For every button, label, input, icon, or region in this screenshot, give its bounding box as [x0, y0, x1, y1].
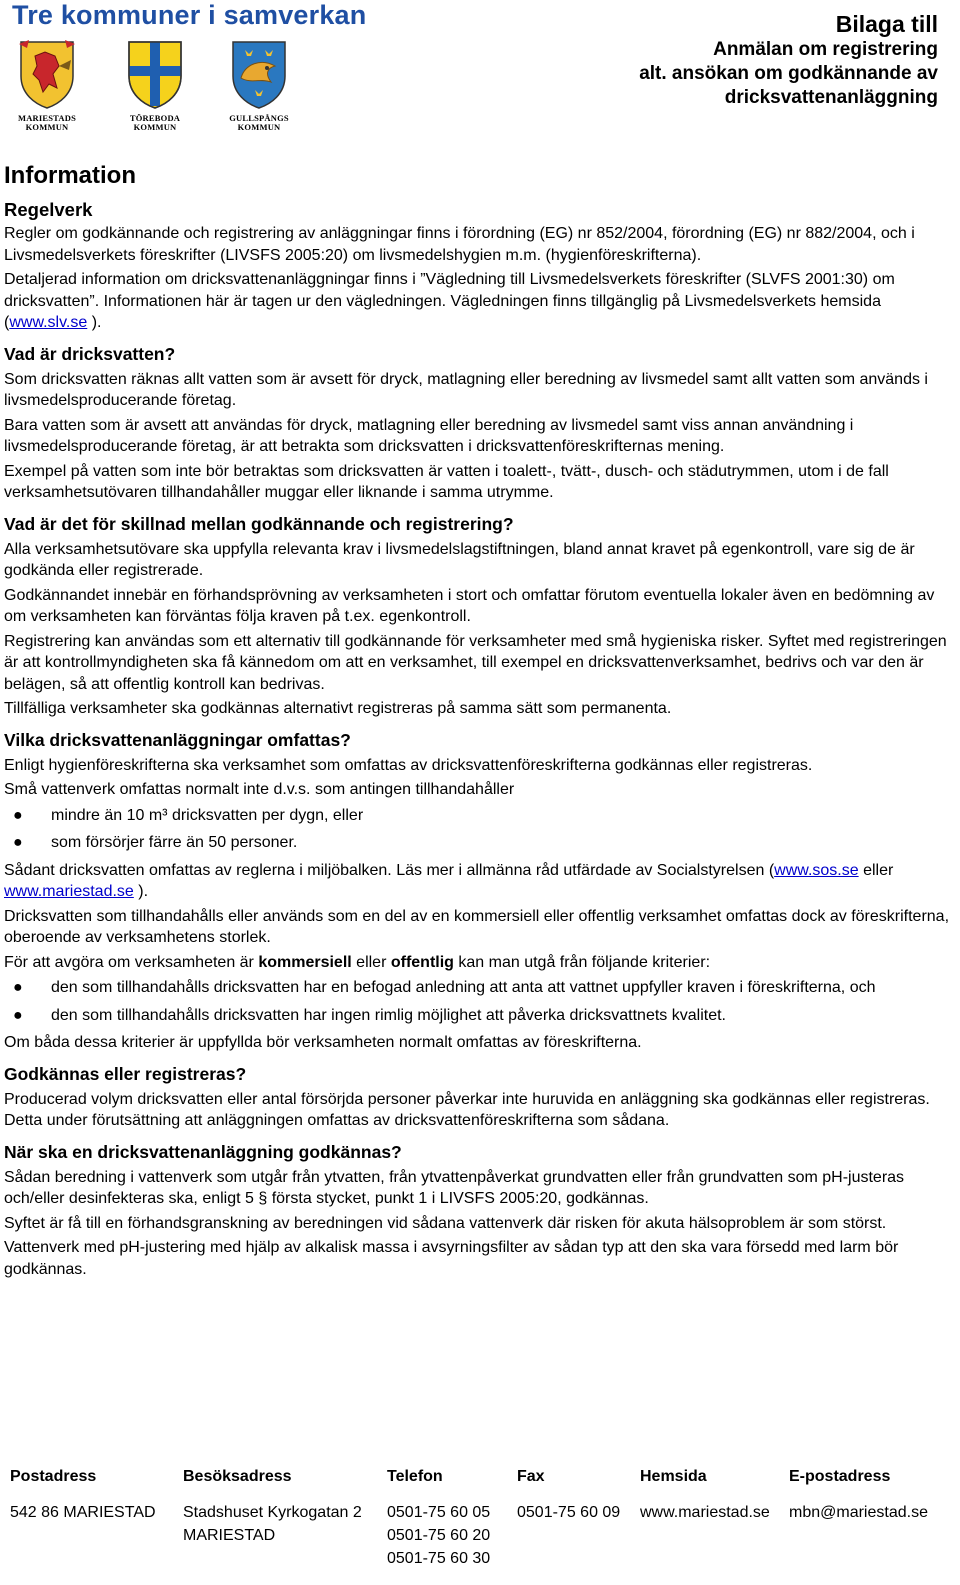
list-item-text: som försörjer färre än 50 personer.: [51, 834, 298, 851]
bullet-icon: ●: [13, 1006, 23, 1024]
logo-caption: MARIESTADS: [17, 113, 77, 123]
paragraph-text: För att avgöra om verksamheten är: [4, 953, 259, 971]
footer-besoksadress: [183, 1466, 362, 1547]
list-item: [4, 977, 950, 999]
footer-postadress: [10, 1466, 156, 1524]
paragraph: Sådan beredning i vattenverk som utgår från ytvatten, från ytvattenpåverkat grundvatten eller från grundvatten som pH-justeras och/eller desinfekteras ska, enligt 5 § första stycket, punkt 1 i LIVSFS 2005:20, godkännas.: [4, 1168, 905, 1207]
paragraph-text: ).: [87, 314, 102, 331]
list-item: [4, 805, 950, 827]
toreboda-logo: [120, 38, 190, 132]
section-heading: Vad är dricksvatten?: [4, 343, 176, 364]
footer-value: MARIESTAD: [183, 1527, 276, 1544]
footer-value: 542 86 MARIESTAD: [10, 1504, 156, 1521]
footer-value: Stadshuset Kyrkogatan 2: [183, 1504, 362, 1521]
bullet-icon: ●: [13, 834, 23, 851]
paragraph: Syftet är få till en förhandsgranskning av beredningen vid sådana vattenverk där risken för akuta hälsoproblem är som störst.: [4, 1214, 887, 1232]
paragraph: Exempel på vatten som inte bör betraktas som dricksvatten är vatten i toalett-, tvätt-, dusch- och städutrymmen, utom i de fall verksamhetsutövaren tillhandahåller muggar eller liknande i samma utrymme.: [4, 462, 889, 501]
footer-value: 0501-75 60 20: [387, 1527, 491, 1544]
document-header: [639, 10, 938, 110]
footer-value: 0501-75 60 05: [387, 1504, 491, 1521]
paragraph: Producerad volym dricksvatten eller antal försörjda personer påverkar inte huruvida en anläggning ska godkännas eller registreras. Detta under förutsättning att anläggningen omfattas av dricksvattenföreskrifterna som sådana.: [4, 1090, 930, 1129]
paragraph: [4, 860, 950, 903]
bullet-list: [4, 805, 950, 854]
toreboda-coat-of-arms-icon: [123, 38, 187, 110]
paragraph-text: Sådant dricksvatten omfattas av reglerna i miljöbalken. Läs mer i allmänna råd utfärdade av Socialstyrelsen (: [4, 861, 775, 879]
logo-caption: KOMMUN: [237, 122, 281, 132]
mariestad-coat-of-arms-icon: [15, 38, 79, 110]
paragraph: Vattenverk med pH-justering med hjälp av alkalisk massa i avsyrningsfilter av sådan typ att den ska vara försedd med larm bör godkännas.: [4, 1239, 899, 1278]
document-title-line: dricksvattenanläggning: [724, 87, 938, 108]
paragraph: Tillfälliga verksamheter ska godkännas alternativt registreras på samma sätt som permanenta.: [4, 700, 672, 717]
paragraph: [4, 952, 950, 974]
footer-epost: [789, 1466, 928, 1524]
gullspang-coat-of-arms-icon: [227, 38, 291, 110]
paragraph: Enligt hygienföreskrifterna ska verksamhet som omfattas av dricksvattenföreskrifterna godkännas eller registreras.: [4, 756, 813, 774]
document-title-line: alt. ansökan om godkännande av: [639, 63, 938, 84]
footer-value: www.mariestad.se: [640, 1504, 770, 1521]
logo-caption: KOMMUN: [25, 122, 69, 132]
list-item: [4, 832, 950, 854]
paragraph: [4, 269, 950, 334]
logo-caption: GULLSPÅNGS: [229, 113, 289, 123]
gullspang-logo: [224, 38, 294, 132]
footer-hemsida: [640, 1466, 770, 1524]
paragraph: Registrering kan användas som ett alternativ till godkännande för verksamheter med små hygieniska risker. Syftet med registreringen är att kontrollmyndigheten ska få kännedom om att en verksamhet, till exempel en dricksvattenverksamhet, bedrivs och var den är belägen, så att offentlig kontroll kan bedrivas.: [4, 632, 947, 693]
logo-caption: KOMMUN: [133, 122, 177, 132]
list-item-text: den som tillhandahålls dricksvatten har ingen rimlig möjlighet att påverka dricksvattnets kvalitet.: [51, 1006, 726, 1024]
section-heading: Vilka dricksvattenanläggningar omfattas?: [4, 729, 351, 750]
paragraph-text: eller: [858, 861, 894, 879]
information-content: [4, 160, 950, 1283]
footer-telefon: [387, 1466, 490, 1570]
list-item: [4, 1005, 950, 1027]
footer-label: Postadress: [10, 1468, 97, 1485]
paragraph: Alla verksamhetsutövare ska uppfylla relevanta krav i livsmedelslagstiftningen, bland annat kravet på egenkontroll, vare sig de är godkända eller registrerade.: [4, 540, 915, 579]
bold-term: kommersiell: [258, 953, 352, 971]
mariestad-logo: [12, 38, 82, 132]
section-heading: Vad är det för skillnad mellan godkännande och registrering?: [4, 513, 514, 534]
paragraph: Dricksvatten som tillhandahålls eller används som en del av en kommersiell eller offentlig verksamhet omfattas dock av föreskrifterna, oberoende av verksamhetens storlek.: [4, 907, 950, 946]
document-title-line: Anmälan om registrering: [713, 39, 938, 60]
bullet-icon: ●: [13, 806, 23, 824]
organization-title: Tre kommuner i samverkan: [12, 0, 367, 30]
attachment-label: Bilaga till: [835, 11, 938, 37]
bullet-icon: ●: [13, 979, 23, 996]
paragraph: Godkännandet innebär en förhandsprövning av verksamheten i stort och omfattar förutom eventuella lokaler även en bedömning av om verksamheten kan förväntas följa kraven på t.ex. egenkontroll.: [4, 586, 935, 625]
mariestad-link[interactable]: www.mariestad.se: [4, 883, 134, 900]
paragraph: Bara vatten som är avsett att användas för dryck, matlagning eller beredning av livsmedel samt viss annan användning i livsmedelsproducerande företag, är att betrakta som dricksvatten i dricksvattenföreskrifternas mening.: [4, 416, 854, 455]
footer-value: 0501-75 60 30: [387, 1550, 491, 1567]
footer-fax: [517, 1466, 620, 1524]
section-heading: Godkännas eller registreras?: [4, 1063, 247, 1084]
footer-value: 0501-75 60 09: [517, 1504, 621, 1521]
paragraph: Små vattenverk omfattas normalt inte d.v.s. som antingen tillhandahåller: [4, 781, 515, 798]
section-heading: När ska en dricksvattenanläggning godkännas?: [4, 1141, 402, 1162]
slv-link[interactable]: www.slv.se: [9, 314, 88, 331]
paragraph: Om båda dessa kriterier är uppfyllda bör verksamheten normalt omfattas av föreskrifterna.: [4, 1034, 642, 1051]
footer-label: Hemsida: [640, 1468, 707, 1485]
footer-label: Besöksadress: [183, 1468, 292, 1485]
paragraph-text: ).: [133, 883, 149, 900]
sos-link[interactable]: www.sos.se: [774, 861, 859, 879]
bullet-list: [4, 977, 950, 1026]
paragraph: Som dricksvatten räknas allt vatten som är avsett för dryck, matlagning eller beredning av livsmedel samt allt vatten som används i livsmedelsproducerande företag.: [4, 370, 928, 409]
bold-term: offentlig: [390, 953, 454, 971]
logo-caption: TÖREBODA: [129, 113, 181, 123]
paragraph-text: kan man utgå från följande kriterier:: [453, 953, 711, 971]
paragraph-text: Detaljerad information om dricksvattenanläggningar finns i ”Vägledning till Livsmedelsverkets föreskrifter (SLVFS 2001:30) om dricksvatten”. Informationen här är tagen ur den vägledningen. Vägledningen finns tillgänglig på Livsmedelsverkets hemsida (: [4, 271, 895, 331]
footer-value: mbn@mariestad.se: [789, 1504, 928, 1521]
footer-label: E-postadress: [789, 1468, 891, 1485]
page-title: Information: [4, 162, 136, 189]
paragraph: Regler om godkännande och registrering av anläggningar finns i förordning (EG) nr 852/2004, förordning (EG) nr 882/2004, och i Livsmedelsverkets föreskrifter (LIVSFS 2005:20) om livsmedelshygien m.m. (hygienföreskrifterna).: [4, 225, 915, 264]
footer-label: Fax: [517, 1468, 545, 1485]
list-item-text: mindre än 10 m³ dricksvatten per dygn, eller: [51, 806, 364, 824]
municipality-logos: [12, 38, 302, 138]
section-heading: Regelverk: [4, 199, 93, 220]
list-item-text: den som tillhandahålls dricksvatten har en befogad anledning att anta att vattnet uppfyller kraven i föreskrifterna, och: [51, 979, 876, 996]
footer-label: Telefon: [387, 1468, 443, 1485]
paragraph-text: eller: [351, 953, 391, 971]
